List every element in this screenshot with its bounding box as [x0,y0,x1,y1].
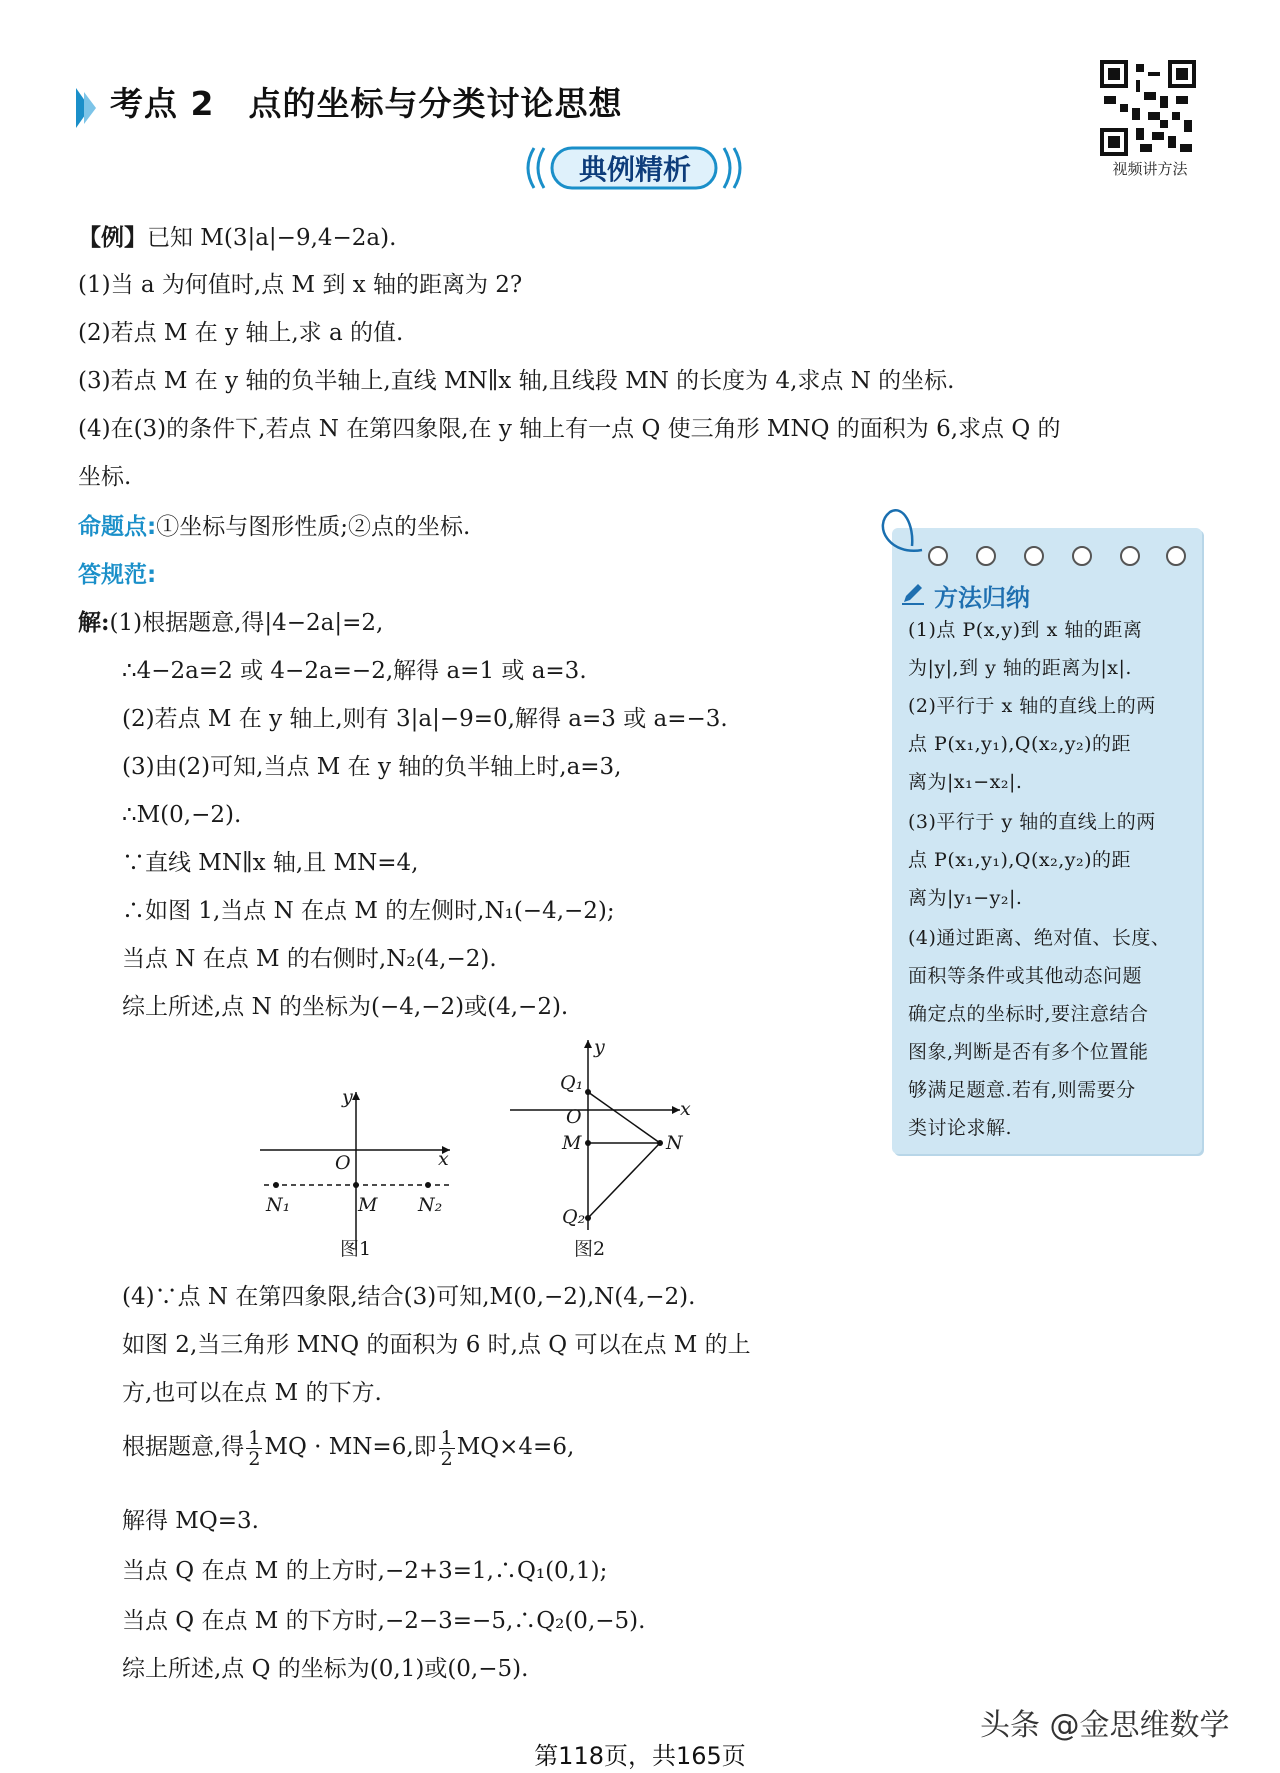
solution-line-13 [122,1424,574,1470]
fig1-x-label: x [438,1148,449,1170]
solution-line-11: 如图 2,当三角形 MNQ 的面积为 6 时,点 Q 可以在点 M 的上 [122,1332,751,1358]
question-4: (4)在(3)的条件下,若点 N 在第四象限,在 y 轴上有一点 Q 使三角形 MNQ 的面积为 6,求点 Q 的 [78,416,1061,442]
solution-line-9: 综上所述,点 N 的坐标为(−4,−2)或(4,−2). [122,994,569,1020]
method-note-line: 面积等条件或其他动态问题 [908,965,1143,987]
ring-hole-icon [1072,546,1092,566]
method-note-line: 离为|x₁−x₂|. [908,771,1023,793]
solution-13-mid: MQ · MN=6,即 [264,1434,437,1460]
solution-13-post: MQ×4=6, [456,1434,575,1460]
fig1-n1-label: N₁ [266,1194,291,1216]
method-note-line: 离为|y₁−y₂|. [908,887,1023,909]
solution-text-1: (1)根据题意,得|4−2a|=2, [109,610,384,636]
section-heading [110,78,622,125]
method-note-line: 类讨论求解. [908,1117,1013,1139]
ring-hole-icon [928,546,948,566]
ring-hole-icon [1166,546,1186,566]
solution-line-10: (4)∵点 N 在第四象限,结合(3)可知,M(0,−2),N(4,−2). [122,1284,696,1310]
solution-line-7: ∴如图 1,当点 N 在点 M 的左侧时,N₁(−4,−2); [122,898,615,924]
fraction-half-1 [246,1428,262,1469]
pencil-icon [900,580,926,606]
fraction-numerator: 1 [440,1426,453,1449]
question-4-cont: 坐标. [78,464,132,490]
fig1-origin-label: O [335,1152,351,1174]
banner-label: 典例精析 [578,153,691,186]
fig1-caption: 图1 [340,1238,372,1260]
question-1: (1)当 a 为何值时,点 M 到 x 轴的距离为 2? [78,272,523,298]
method-note-title: 方法归纳 [934,584,1030,612]
method-note-line: 确定点的坐标时,要注意结合 [908,1003,1149,1025]
fig2-y-label: y [594,1036,605,1058]
problem-intro-text: 已知 M(3|a|−9,4−2a). [147,225,397,251]
solution-line-8: 当点 N 在点 M 的右侧时,N₂(4,−2). [122,946,497,972]
method-note-line: (4)通过距离、绝对值、长度、 [908,927,1171,949]
solution-line-3: (2)若点 M 在 y 轴上,则有 3|a|−9=0,解得 a=3 或 a=−3. [122,706,728,732]
solution-13-pre: 根据题意,得 [122,1434,245,1460]
page-footer: 第118页，共165页 [534,1742,746,1770]
solution-line-1 [78,608,383,638]
ring-clip-icon [870,506,930,566]
fig1-m-label: M [358,1194,378,1216]
method-note-line: 点 P(x₁,y₁),Q(x₂,y₂)的距 [908,733,1132,755]
qr-caption: 视频讲方法 [1112,160,1188,178]
question-2: (2)若点 M 在 y 轴上,求 a 的值. [78,320,404,346]
method-note-line: 点 P(x₁,y₁),Q(x₂,y₂)的距 [908,849,1132,871]
solution-line-5: ∴M(0,−2). [122,802,242,828]
ring-hole-icon [1120,546,1140,566]
proposition-points [78,512,470,542]
fraction-numerator: 1 [248,1426,261,1449]
qr-code-icon[interactable] [1100,60,1196,156]
solution-line-16: 当点 Q 在点 M 的下方时,−2−3=−5,∴Q₂(0,−5). [122,1608,646,1634]
fig2-n-label: N [666,1132,683,1154]
solution-line-14: 解得 MQ=3. [122,1508,259,1534]
method-note-line: (3)平行于 y 轴的直线上的两 [908,811,1156,833]
solution-line-17: 综上所述,点 Q 的坐标为(0,1)或(0,−5). [122,1656,529,1682]
solution-label: 解: [78,609,110,636]
fraction-half-2 [439,1428,455,1469]
fraction-denominator: 2 [440,1447,453,1470]
fig2-origin-label: O [566,1106,582,1128]
ring-hole-icon [976,546,996,566]
method-note-line: 图象,判断是否有多个位置能 [908,1041,1149,1063]
section-title: 点的坐标与分类讨论思想 [248,84,623,123]
fraction-denominator: 2 [248,1447,261,1470]
solution-line-2: ∴4−2a=2 或 4−2a=−2,解得 a=1 或 a=3. [122,658,587,684]
problem-tag: 【例】 [78,224,147,251]
fig1-n2-label: N₂ [418,1194,443,1216]
fig2-q1-label: Q₁ [560,1072,584,1094]
fig1-y-label: y [342,1086,353,1108]
method-note-line: (1)点 P(x,y)到 x 轴的距离 [908,619,1143,641]
question-3: (3)若点 M 在 y 轴的负半轴上,直线 MN∥x 轴,且线段 MN 的长度为 4,求点 N 的坐标. [78,368,955,394]
answer-label: 答规范: [78,562,157,588]
section-label: 考点 2 [110,84,215,123]
solution-line-12: 方,也可以在点 M 的下方. [122,1380,382,1406]
proposition-label: 命题点: [78,514,157,540]
proposition-text: ①坐标与图形性质;②点的坐标. [156,514,471,540]
solution-line-15: 当点 Q 在点 M 的上方时,−2+3=1,∴Q₁(0,1); [122,1558,608,1584]
watermark: 头条 @金思维数学 [980,1708,1230,1743]
fig2-caption: 图2 [574,1238,606,1260]
method-note-line: 够满足题意.若有,则需要分 [908,1079,1136,1101]
method-note-line: (2)平行于 x 轴的直线上的两 [908,695,1156,717]
fig2-x-label: x [680,1098,691,1120]
problem-intro [78,223,396,253]
header-arrow-icon [76,88,98,128]
solution-line-4: (3)由(2)可知,当点 M 在 y 轴的负半轴上时,a=3, [122,754,622,780]
fig2-m-label: M [562,1132,582,1154]
ring-hole-icon [1024,546,1044,566]
solution-line-6: ∵直线 MN∥x 轴,且 MN=4, [122,850,419,876]
fig2-q2-label: Q₂ [562,1206,586,1228]
method-note-line: 为|y|,到 y 轴的距离为|x|. [908,657,1132,679]
